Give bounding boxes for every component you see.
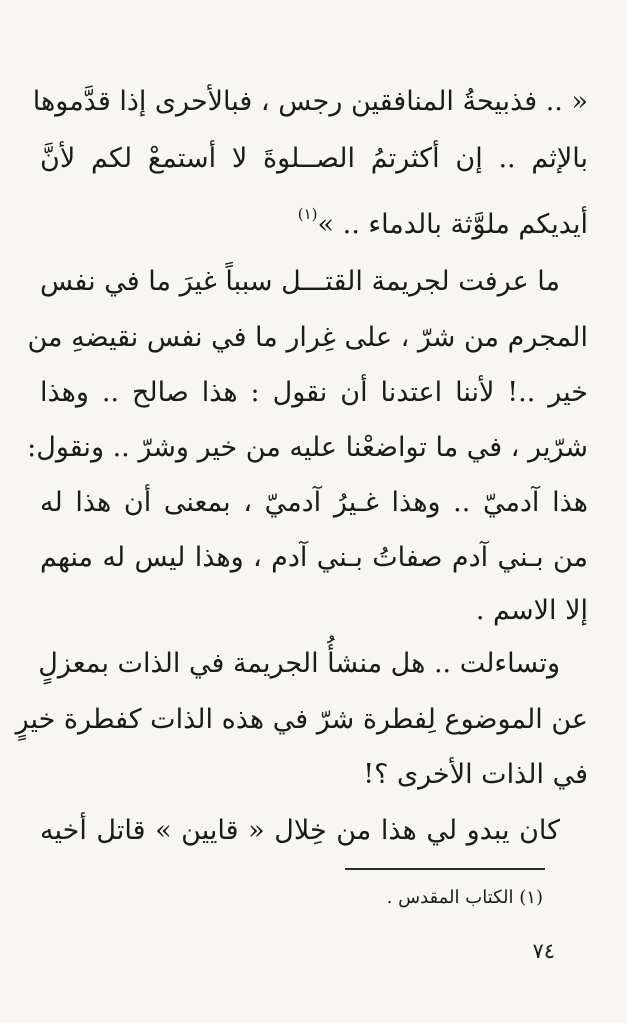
text-line: شرّير ، في ما تواضعْنا عليه من خير وشرّ .. ونقول:	[27, 432, 588, 463]
text-line: خير ..! لأننا اعتدنا أن نقول : هذا صالح .. وهذا	[40, 377, 588, 408]
footnote-divider	[345, 868, 545, 870]
text-line-content: أيديكم ملوَّثة بالدماء .. »	[317, 209, 588, 240]
text-line: هذا آدميّ .. وهذا غـيرُ آدميّ ، بمعنى أن هذا له	[40, 487, 588, 518]
text-line: المجرم من شرّ ، على غِرار ما في نفس نقيضهِ من	[27, 322, 588, 353]
text-line: من بـني آدم صفاتُ بـني آدم ، وهذا ليس له منهم	[40, 542, 588, 573]
footnote-reference: (١)	[297, 205, 318, 223]
text-line: كان يبدو لي هذا من خِلال « قايين » قاتل أخيه	[40, 815, 560, 846]
page-number: ٧٤	[532, 939, 555, 963]
text-line: ما عرفت لجريمة القتـــل سبباً غيرَ ما في نفس	[40, 266, 560, 297]
text-line	[40, 194, 588, 245]
text-line: وتساءلت .. هل منشأُ الجريمة في الذات بمعزلٍ	[38, 648, 560, 679]
text-line: بالإثم .. إن أكثرتمُ الصــلوةَ لا أستمعْ لكم لأنَّ	[40, 143, 588, 174]
text-line: « .. فذبيحةُ المنافقين رجس ، فبالأحرى إذا قدَّموها	[32, 86, 588, 117]
footnote: (١) الكتاب المقدس .	[386, 887, 543, 908]
text-line: إلا الاسم .	[475, 595, 588, 626]
text-line: في الذات الأخرى ؟!	[363, 759, 588, 790]
text-line: عن الموضوع لِفطرة شرّ في هذه الذات كفطرة خيرٍ	[15, 704, 588, 735]
